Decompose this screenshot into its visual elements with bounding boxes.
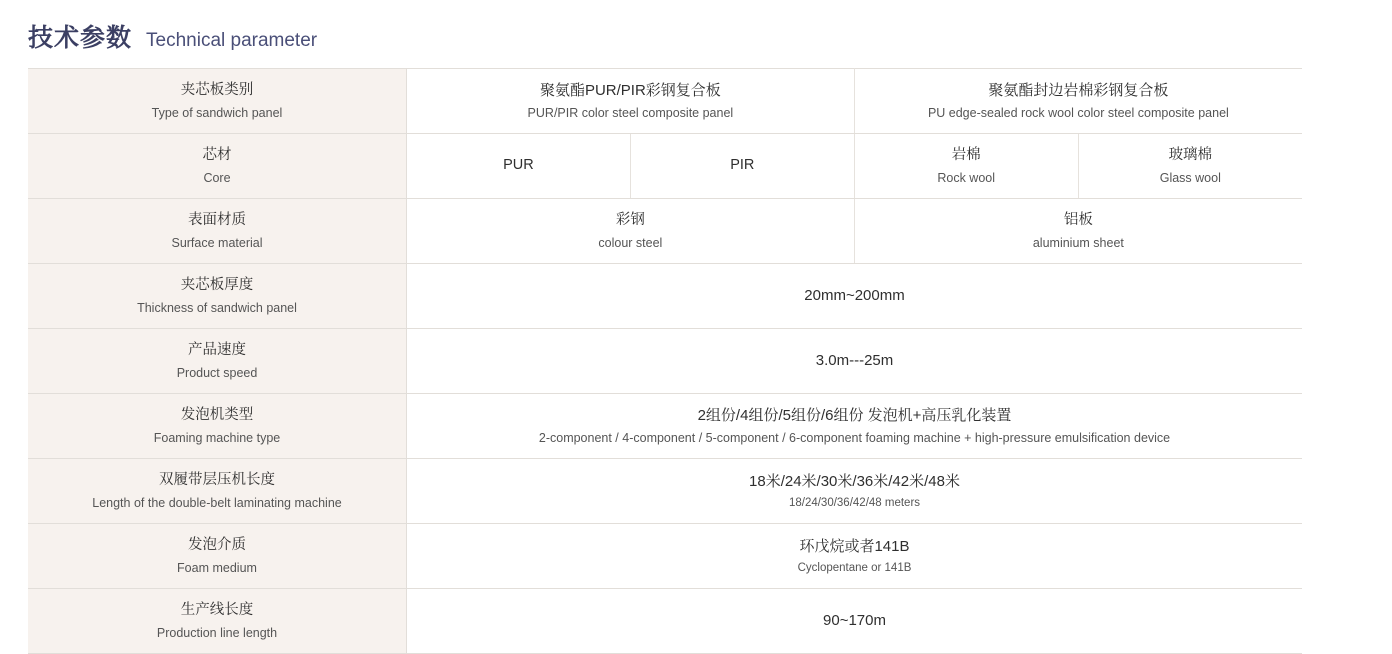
value-en: 18/24/30/36/42/48 meters <box>788 496 921 509</box>
value-en: Rock wool <box>937 170 996 185</box>
value-cn: 90~170m <box>823 612 886 629</box>
value-cn: 玻璃棉 <box>1168 147 1213 164</box>
value-en: colour steel <box>598 235 663 250</box>
value-cn: 18米/24米/30米/36米/42米/48米 <box>749 472 960 490</box>
row-value-cell <box>854 199 1302 264</box>
row-label <box>28 199 407 264</box>
value-en: aluminium sheet <box>1032 235 1124 250</box>
value-cn: 聚氨酯封边岩棉彩钢复合板 <box>988 82 1169 99</box>
row-label-cn: 双履带层压机长度 <box>159 472 275 489</box>
table-row <box>28 394 1302 459</box>
value-en: PUR/PIR color steel composite panel <box>527 106 734 120</box>
value-cn: 环戊烷或者141B <box>799 537 910 555</box>
row-value-cell <box>407 459 1303 524</box>
row-value-cell <box>407 264 1303 329</box>
technical-parameter-table <box>28 68 1302 654</box>
row-label <box>28 134 407 199</box>
row-label-en: Foaming machine type <box>153 430 281 445</box>
table-row <box>28 199 1302 264</box>
row-label <box>28 329 407 394</box>
table-row <box>28 134 1302 199</box>
row-value-cell <box>630 134 854 199</box>
page-title-cn: 技术参数 <box>28 24 133 52</box>
row-label <box>28 524 407 589</box>
value-cn: 聚氨酯PUR/PIR彩钢复合板 <box>539 82 721 99</box>
value-cn: 2组份/4组份/5组份/6组份 发泡机+高压乳化装置 <box>697 407 1012 424</box>
row-label-en: Foam medium <box>177 560 257 575</box>
row-label-cn: 发泡介质 <box>188 537 246 554</box>
row-value-cell <box>407 589 1303 654</box>
row-value-cell <box>407 524 1303 589</box>
page-title-en: Technical parameter <box>146 30 318 51</box>
row-value-cell <box>1078 134 1302 199</box>
row-value-cell <box>407 329 1303 394</box>
value-cn: PIR <box>730 157 755 174</box>
row-label-cn: 发泡机类型 <box>180 407 254 424</box>
table-row <box>28 264 1302 329</box>
value-cn: 岩棉 <box>951 147 981 164</box>
value-en: Cyclopentane or 141B <box>797 561 912 574</box>
row-label-cn: 夹芯板厚度 <box>180 277 254 294</box>
row-label <box>28 459 407 524</box>
value-cn: 铝板 <box>1063 212 1093 229</box>
row-label-cn: 生产线长度 <box>180 602 254 619</box>
row-label-en: Thickness of sandwich panel <box>137 300 297 315</box>
value-cn: 彩钢 <box>615 212 645 229</box>
row-value-cell <box>407 199 855 264</box>
table-row <box>28 524 1302 589</box>
row-value-cell <box>854 69 1302 134</box>
value-cn: PUR <box>503 157 534 174</box>
row-label <box>28 394 407 459</box>
row-value-cell <box>854 134 1078 199</box>
value-en: PU edge-sealed rock wool color steel composite panel <box>927 106 1229 120</box>
row-label-cn: 夹芯板类别 <box>180 82 254 99</box>
value-en: Glass wool <box>1159 170 1221 185</box>
row-label <box>28 589 407 654</box>
row-label-en: Surface material <box>171 235 263 250</box>
row-label-en: Core <box>203 170 231 185</box>
row-value-cell <box>407 394 1303 459</box>
row-value-cell <box>407 134 631 199</box>
table-row <box>28 589 1302 654</box>
row-label-cn: 表面材质 <box>188 212 246 229</box>
row-label-en: Production line length <box>156 625 278 640</box>
table-row <box>28 459 1302 524</box>
row-value-cell <box>407 69 855 134</box>
table-row <box>28 69 1302 134</box>
table-row <box>28 329 1302 394</box>
row-label-cn: 芯材 <box>202 147 232 164</box>
row-label <box>28 69 407 134</box>
row-label-en: Length of the double-belt laminating machine <box>92 495 342 510</box>
value-cn: 3.0m---25m <box>815 352 894 369</box>
value-cn: 20mm~200mm <box>804 287 905 304</box>
row-label <box>28 264 407 329</box>
value-en: 2-component / 4-component / 5-component / 6-component foaming machine + high-pressure emulsification device <box>538 431 1171 445</box>
row-label-cn: 产品速度 <box>188 342 246 359</box>
row-label-en: Product speed <box>176 365 258 380</box>
row-label-en: Type of sandwich panel <box>151 105 283 120</box>
page-header <box>0 0 1392 68</box>
